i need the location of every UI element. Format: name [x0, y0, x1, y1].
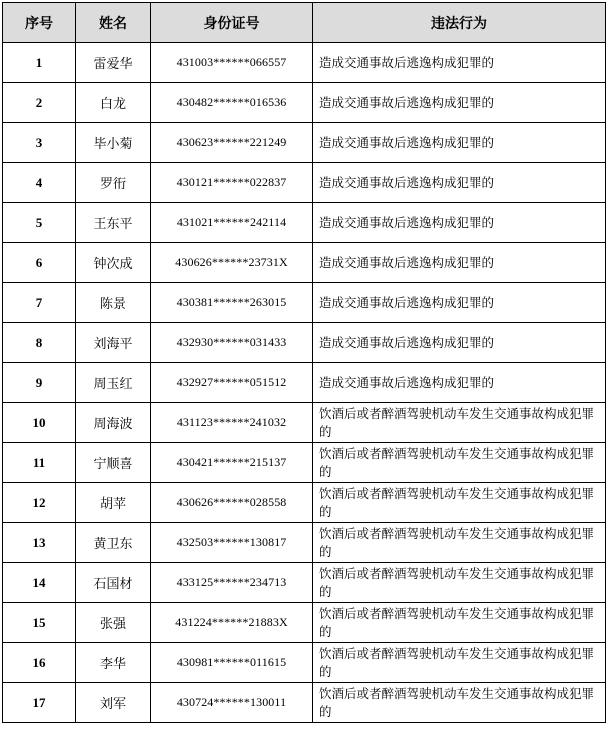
serial-number-cell: 11: [3, 443, 76, 483]
violation-cell: 造成交通事故后逃逸构成犯罪的: [313, 323, 606, 363]
serial-number-cell: 15: [3, 603, 76, 643]
violation-cell: 造成交通事故后逃逸构成犯罪的: [313, 43, 606, 83]
table-row: [3, 683, 606, 723]
serial-number-cell: 6: [3, 243, 76, 283]
serial-number-cell: 9: [3, 363, 76, 403]
table-row: [3, 83, 606, 123]
name-cell: 王东平: [76, 203, 151, 243]
violation-cell: 饮酒后或者醉酒驾驶机动车发生交通事故构成犯罪的: [313, 403, 606, 443]
serial-number-cell: 8: [3, 323, 76, 363]
name-cell: 雷爱华: [76, 43, 151, 83]
serial-number-cell: 12: [3, 483, 76, 523]
violation-cell: 造成交通事故后逃逸构成犯罪的: [313, 123, 606, 163]
header-serial-number: 序号: [3, 3, 76, 43]
serial-number-cell: 16: [3, 643, 76, 683]
violation-cell: 饮酒后或者醉酒驾驶机动车发生交通事故构成犯罪的: [313, 603, 606, 643]
table-row: [3, 643, 606, 683]
header-id-number: 身份证号: [151, 3, 313, 43]
id-number-cell: 432503******130817: [151, 523, 313, 563]
header-violation: 违法行为: [313, 3, 606, 43]
table-row: [3, 523, 606, 563]
violation-cell: 造成交通事故后逃逸构成犯罪的: [313, 203, 606, 243]
violation-cell: 饮酒后或者醉酒驾驶机动车发生交通事故构成犯罪的: [313, 643, 606, 683]
id-number-cell: 430626******028558: [151, 483, 313, 523]
violation-cell: 饮酒后或者醉酒驾驶机动车发生交通事故构成犯罪的: [313, 683, 606, 723]
header-row: [3, 3, 606, 43]
table-row: [3, 43, 606, 83]
table-row: [3, 363, 606, 403]
table-row: [3, 563, 606, 603]
header-name: 姓名: [76, 3, 151, 43]
table-row: [3, 123, 606, 163]
violators-table: [2, 2, 606, 723]
table-row: [3, 283, 606, 323]
violation-cell: 饮酒后或者醉酒驾驶机动车发生交通事故构成犯罪的: [313, 483, 606, 523]
table-row: [3, 443, 606, 483]
id-number-cell: 430724******130011: [151, 683, 313, 723]
table-row: [3, 203, 606, 243]
violation-cell: 造成交通事故后逃逸构成犯罪的: [313, 163, 606, 203]
id-number-cell: 431021******242114: [151, 203, 313, 243]
serial-number-cell: 10: [3, 403, 76, 443]
serial-number-cell: 13: [3, 523, 76, 563]
id-number-cell: 430981******011615: [151, 643, 313, 683]
serial-number-cell: 14: [3, 563, 76, 603]
id-number-cell: 430121******022837: [151, 163, 313, 203]
id-number-cell: 433125******234713: [151, 563, 313, 603]
serial-number-cell: 5: [3, 203, 76, 243]
table-row: [3, 243, 606, 283]
violation-cell: 饮酒后或者醉酒驾驶机动车发生交通事故构成犯罪的: [313, 443, 606, 483]
violation-cell: 造成交通事故后逃逸构成犯罪的: [313, 243, 606, 283]
violation-cell: 造成交通事故后逃逸构成犯罪的: [313, 83, 606, 123]
violation-cell: 饮酒后或者醉酒驾驶机动车发生交通事故构成犯罪的: [313, 563, 606, 603]
violation-cell: 造成交通事故后逃逸构成犯罪的: [313, 363, 606, 403]
table-body: [3, 43, 606, 723]
violation-cell: 饮酒后或者醉酒驾驶机动车发生交通事故构成犯罪的: [313, 523, 606, 563]
name-cell: 罗衎: [76, 163, 151, 203]
name-cell: 刘军: [76, 683, 151, 723]
id-number-cell: 430623******221249: [151, 123, 313, 163]
table-row: [3, 163, 606, 203]
table-row: [3, 483, 606, 523]
name-cell: 黄卫东: [76, 523, 151, 563]
serial-number-cell: 17: [3, 683, 76, 723]
id-number-cell: 431224******21883X: [151, 603, 313, 643]
violation-cell: 造成交通事故后逃逸构成犯罪的: [313, 283, 606, 323]
serial-number-cell: 2: [3, 83, 76, 123]
name-cell: 石国材: [76, 563, 151, 603]
id-number-cell: 431003******066557: [151, 43, 313, 83]
serial-number-cell: 7: [3, 283, 76, 323]
id-number-cell: 430421******215137: [151, 443, 313, 483]
id-number-cell: 432927******051512: [151, 363, 313, 403]
id-number-cell: 431123******241032: [151, 403, 313, 443]
table-row: [3, 323, 606, 363]
name-cell: 钟次成: [76, 243, 151, 283]
name-cell: 李华: [76, 643, 151, 683]
id-number-cell: 432930******031433: [151, 323, 313, 363]
name-cell: 宁顺喜: [76, 443, 151, 483]
id-number-cell: 430626******23731X: [151, 243, 313, 283]
name-cell: 周玉红: [76, 363, 151, 403]
serial-number-cell: 3: [3, 123, 76, 163]
name-cell: 周海波: [76, 403, 151, 443]
name-cell: 刘海平: [76, 323, 151, 363]
serial-number-cell: 4: [3, 163, 76, 203]
id-number-cell: 430482******016536: [151, 83, 313, 123]
name-cell: 陈景: [76, 283, 151, 323]
table-row: [3, 603, 606, 643]
name-cell: 张强: [76, 603, 151, 643]
name-cell: 白龙: [76, 83, 151, 123]
name-cell: 胡苹: [76, 483, 151, 523]
serial-number-cell: 1: [3, 43, 76, 83]
name-cell: 毕小菊: [76, 123, 151, 163]
id-number-cell: 430381******263015: [151, 283, 313, 323]
table-row: [3, 403, 606, 443]
